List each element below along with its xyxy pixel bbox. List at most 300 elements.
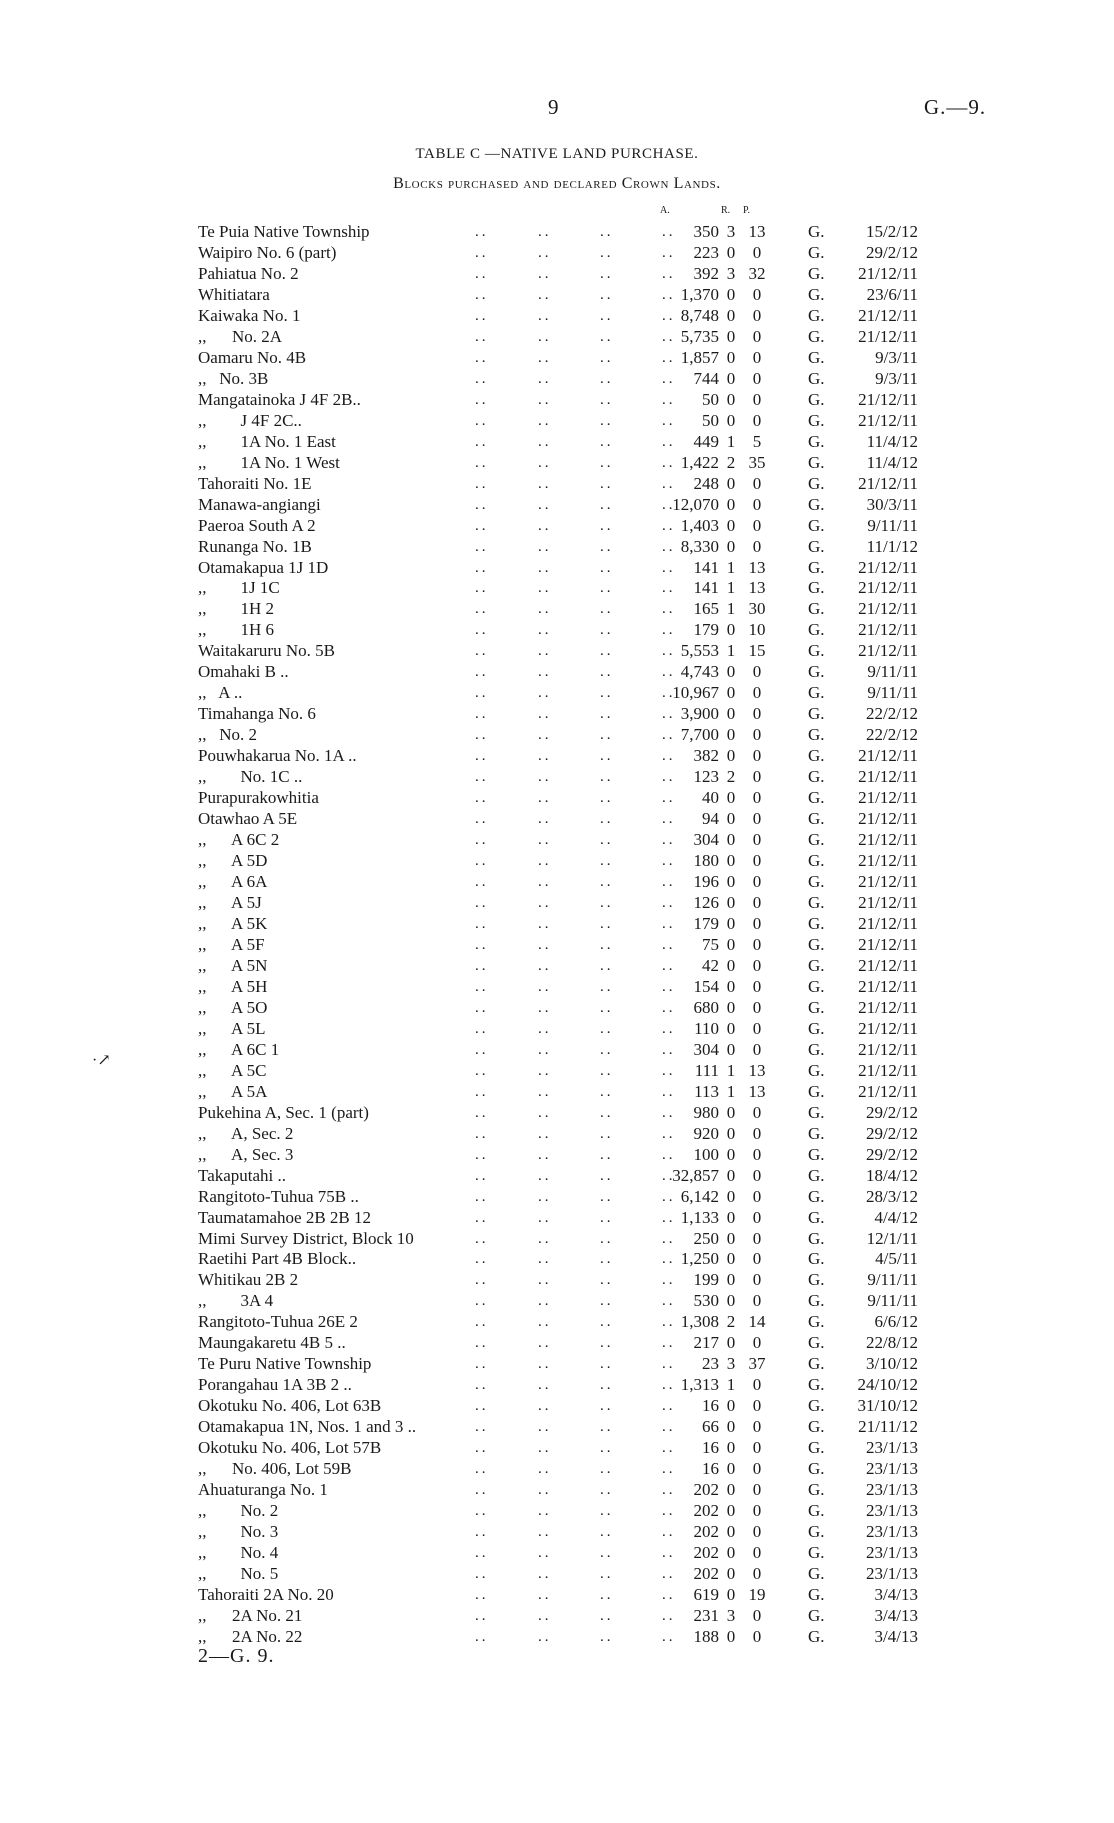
table-row: .. .. .. .. Otawhao A 5E 94 0 0 G. 21/12/11 bbox=[198, 809, 918, 829]
gazette-date: 23/1/13 bbox=[866, 1459, 918, 1479]
perches-value: 0 bbox=[752, 494, 762, 514]
land-block-name: Taumatamahoe 2B 2B 12 bbox=[198, 1208, 377, 1229]
land-block-name: Otamakapua 1N, Nos. 1 and 3 .. bbox=[198, 1417, 422, 1438]
gazette-date: 3/4/13 bbox=[874, 1626, 918, 1646]
perches-value: 35 bbox=[748, 452, 766, 472]
acres-value: 920 bbox=[693, 1123, 719, 1143]
gazette-prefix: G. bbox=[808, 662, 825, 682]
acres-value: 1,403 bbox=[680, 515, 719, 535]
table-row: .. .. .. .. Whitikau 2B 2 199 0 0 G. 9/11/11 bbox=[198, 1270, 918, 1290]
gazette-date: 23/6/11 bbox=[866, 284, 918, 304]
acres-value: 94 bbox=[702, 809, 719, 829]
table-row: .. .. .. .. ,, 1H 6 179 0 10 G. 21/12/11 bbox=[198, 620, 918, 640]
land-block-name: ,, No. 1C .. bbox=[198, 767, 308, 788]
gazette-date: 22/8/12 bbox=[866, 1333, 918, 1353]
land-block-name: ,, 1A No. 1 West bbox=[198, 453, 346, 474]
table-row: .. .. .. .. Pouwhakarua No. 1A .. 382 0 0 G. 21/12/11 bbox=[198, 746, 918, 766]
acres-value: 180 bbox=[693, 851, 719, 871]
roods-value: 0 bbox=[726, 662, 736, 682]
land-purchase-table bbox=[0, 222, 1114, 1648]
table-row: .. .. .. .. Otamakapua 1N, Nos. 1 and 3 .. 66 0 0 G. 21/11/12 bbox=[198, 1417, 918, 1437]
land-block-name: Omahaki B .. bbox=[198, 662, 295, 683]
acres-value: 50 bbox=[702, 410, 719, 430]
land-block-name: ,, A 5A bbox=[198, 1082, 273, 1103]
table-row: .. .. .. .. Rangitoto-Tuhua 75B .. 6,142 0 0 G. 28/3/12 bbox=[198, 1186, 918, 1206]
table-row: .. .. .. .. ,, A 5N 42 0 0 G. 21/12/11 bbox=[198, 955, 918, 975]
land-block-name: Timahanga No. 6 bbox=[198, 704, 322, 725]
table-row: .. .. .. .. Paeroa South A 2 1,403 0 0 G. 9/11/11 bbox=[198, 515, 918, 535]
roods-value: 3 bbox=[726, 263, 736, 283]
perches-value: 13 bbox=[748, 578, 766, 598]
gazette-date: 30/3/11 bbox=[866, 494, 918, 514]
land-block-name: ,, A 5L bbox=[198, 1019, 272, 1040]
gazette-prefix: G. bbox=[808, 1081, 825, 1101]
gazette-date: 21/12/11 bbox=[858, 872, 918, 892]
table-row: .. .. .. .. ,, 2A No. 22 188 0 0 G. 3/4/13 bbox=[198, 1626, 918, 1646]
table-row: .. .. .. .. Ahuaturanga No. 1 202 0 0 G. 23/1/13 bbox=[198, 1480, 918, 1500]
acres-value: 619 bbox=[693, 1584, 719, 1604]
land-block-name: ,, A 5H bbox=[198, 977, 273, 998]
gazette-date: 21/12/11 bbox=[858, 746, 918, 766]
table-row: .. .. .. .. ,, No. 5 202 0 0 G. 23/1/13 bbox=[198, 1564, 918, 1583]
perches-value: 0 bbox=[752, 809, 762, 829]
table-row: .. .. .. .. ,, A 5H 154 0 0 G. 21/12/11 bbox=[198, 976, 918, 996]
roods-unit-header: R. bbox=[721, 205, 731, 216]
table-row: .. .. .. .. ,, No. 3 202 0 0 G. 23/1/13 bbox=[198, 1522, 918, 1542]
acres-value: 179 bbox=[693, 913, 719, 933]
roods-value: 1 bbox=[726, 578, 736, 598]
gazette-prefix: G. bbox=[808, 1060, 825, 1080]
roods-value: 1 bbox=[726, 599, 736, 619]
table-row: .. .. .. .. ,, 1H 2 165 1 30 G. 21/12/11 bbox=[198, 599, 918, 619]
acres-value: 4,743 bbox=[680, 662, 719, 682]
table-row: .. .. .. .. Timahanga No. 6 3,900 0 0 G. 22/2/12 bbox=[198, 704, 918, 724]
acres-value: 16 bbox=[702, 1459, 719, 1479]
table-row: .. .. .. .. ,, No. 2 202 0 0 G. 23/1/13 bbox=[198, 1501, 918, 1521]
table-row: .. .. .. .. ,, 1A No. 1 West 1,422 2 35 G. 11/4/12 bbox=[198, 452, 918, 472]
perches-value: 0 bbox=[752, 1018, 762, 1038]
gazette-date: 21/12/11 bbox=[858, 955, 918, 975]
roods-value: 0 bbox=[726, 1501, 736, 1521]
acres-value: 3,900 bbox=[680, 704, 719, 724]
gazette-date: 23/1/13 bbox=[866, 1564, 918, 1583]
roods-value: 0 bbox=[726, 1186, 736, 1206]
land-block-name: ,, A 5D bbox=[198, 851, 273, 872]
roods-value: 0 bbox=[726, 1207, 736, 1227]
gazette-date: 23/1/13 bbox=[866, 1522, 918, 1542]
land-block-name: Otawhao A 5E bbox=[198, 809, 303, 830]
roods-value: 0 bbox=[726, 704, 736, 724]
roods-value: 0 bbox=[726, 851, 736, 871]
roods-value: 1 bbox=[726, 1375, 736, 1395]
gazette-prefix: G. bbox=[808, 767, 825, 787]
gazette-date: 22/2/12 bbox=[866, 725, 918, 745]
land-block-name: Purapurakowhitia bbox=[198, 788, 325, 809]
gazette-prefix: G. bbox=[808, 473, 825, 493]
perches-value: 0 bbox=[752, 1543, 762, 1563]
perches-value: 0 bbox=[752, 1207, 762, 1227]
gazette-prefix: G. bbox=[808, 1291, 825, 1311]
gazette-date: 22/2/12 bbox=[866, 704, 918, 724]
roods-value: 0 bbox=[726, 1626, 736, 1646]
gazette-date: 29/2/12 bbox=[866, 1123, 918, 1143]
gazette-prefix: G. bbox=[808, 872, 825, 892]
table-row: .. .. .. .. Maungakaretu 4B 5 .. 217 0 0 G. 22/8/12 bbox=[198, 1333, 918, 1353]
table-row: .. .. .. .. Pukehina A, Sec. 1 (part) 980 0 0 G. 29/2/12 bbox=[198, 1102, 918, 1122]
acres-value: 980 bbox=[693, 1102, 719, 1122]
roods-value: 3 bbox=[726, 222, 736, 241]
perches-value: 0 bbox=[752, 1228, 762, 1248]
acres-value: 231 bbox=[693, 1605, 719, 1625]
table-row: .. .. .. .. Kaiwaka No. 1 8,748 0 0 G. 21/12/11 bbox=[198, 305, 918, 325]
gazette-prefix: G. bbox=[808, 515, 825, 535]
perches-value: 0 bbox=[752, 788, 762, 808]
perches-value: 0 bbox=[752, 389, 762, 409]
perches-value: 0 bbox=[752, 955, 762, 975]
acres-value: 75 bbox=[702, 934, 719, 954]
roods-value: 0 bbox=[726, 1165, 736, 1185]
perches-value: 14 bbox=[748, 1312, 766, 1332]
table-row: .. .. .. .. ,, A 5J 126 0 0 G. 21/12/11 bbox=[198, 893, 918, 912]
acres-value: 1,308 bbox=[680, 1312, 719, 1332]
gazette-prefix: G. bbox=[808, 1312, 825, 1332]
roods-value: 0 bbox=[726, 1584, 736, 1604]
perches-value: 19 bbox=[748, 1584, 766, 1604]
gazette-prefix: G. bbox=[808, 557, 825, 577]
perches-value: 0 bbox=[752, 284, 762, 304]
acres-value: 5,735 bbox=[680, 326, 719, 346]
footer-signature: 2—G. 9. bbox=[198, 1645, 275, 1667]
table-row: .. .. .. .. Omahaki B .. 4,743 0 0 G. 9/11/11 bbox=[198, 662, 918, 682]
gazette-date: 21/12/11 bbox=[858, 913, 918, 933]
gazette-date: 21/12/11 bbox=[858, 326, 918, 346]
roods-value: 1 bbox=[726, 557, 736, 577]
acres-value: 165 bbox=[693, 599, 719, 619]
page-number: 9 bbox=[548, 95, 559, 119]
gazette-date: 21/11/12 bbox=[858, 1417, 918, 1437]
gazette-prefix: G. bbox=[808, 494, 825, 514]
acres-value: 16 bbox=[702, 1396, 719, 1416]
gazette-date: 21/12/11 bbox=[858, 788, 918, 808]
land-block-name: Whitiatara bbox=[198, 285, 276, 306]
roods-value: 0 bbox=[726, 1543, 736, 1563]
table-row: .. .. .. .. ,, A .. 10,967 0 0 G. 9/11/11 bbox=[198, 683, 918, 703]
roods-value: 3 bbox=[726, 1354, 736, 1374]
acres-value: 1,133 bbox=[680, 1207, 719, 1227]
perches-value: 0 bbox=[752, 934, 762, 954]
perches-value: 10 bbox=[748, 620, 766, 640]
land-block-name: ,, 1A No. 1 East bbox=[198, 432, 342, 453]
land-block-name: ,, 1H 6 bbox=[198, 620, 280, 641]
gazette-prefix: G. bbox=[808, 683, 825, 703]
acres-value: 126 bbox=[693, 893, 719, 912]
table-row: .. .. .. .. ,, A, Sec. 2 920 0 0 G. 29/2/12 bbox=[198, 1123, 918, 1143]
acres-value: 40 bbox=[702, 788, 719, 808]
gazette-prefix: G. bbox=[808, 641, 825, 661]
gazette-date: 21/12/11 bbox=[858, 1081, 918, 1101]
gazette-prefix: G. bbox=[808, 997, 825, 1017]
table-row: .. .. .. .. ,, A 5K 179 0 0 G. 21/12/11 bbox=[198, 913, 918, 933]
perches-value: 0 bbox=[752, 326, 762, 346]
gazette-prefix: G. bbox=[808, 410, 825, 430]
table-row: .. .. .. .. ,, A 6A 196 0 0 G. 21/12/11 bbox=[198, 872, 918, 892]
gazette-date: 21/12/11 bbox=[858, 263, 918, 283]
roods-value: 0 bbox=[726, 997, 736, 1017]
gazette-date: 12/1/11 bbox=[866, 1228, 918, 1248]
gazette-prefix: G. bbox=[808, 1249, 825, 1269]
perches-value: 0 bbox=[752, 1270, 762, 1290]
roods-value: 0 bbox=[726, 830, 736, 850]
acres-value: 154 bbox=[693, 976, 719, 996]
perches-value: 0 bbox=[752, 997, 762, 1017]
land-block-name: ,, A 5C bbox=[198, 1061, 273, 1082]
land-block-name: Rangitoto-Tuhua 26E 2 bbox=[198, 1312, 364, 1333]
gazette-date: 21/12/11 bbox=[858, 851, 918, 871]
perches-value: 0 bbox=[752, 1186, 762, 1206]
acres-value: 123 bbox=[693, 767, 719, 787]
roods-value: 2 bbox=[726, 452, 736, 472]
acres-value: 202 bbox=[693, 1501, 719, 1521]
acres-value: 50 bbox=[702, 389, 719, 409]
acres-value: 1,250 bbox=[680, 1249, 719, 1269]
perches-value: 0 bbox=[752, 410, 762, 430]
perches-value: 0 bbox=[752, 1522, 762, 1542]
acres-value: 248 bbox=[693, 473, 719, 493]
land-block-name: Paeroa South A 2 bbox=[198, 516, 322, 537]
roods-value: 0 bbox=[726, 347, 736, 367]
land-block-name: ,, A 5F bbox=[198, 935, 271, 956]
acres-value: 304 bbox=[693, 1039, 719, 1059]
gazette-prefix: G. bbox=[808, 1501, 825, 1521]
perches-value: 0 bbox=[752, 913, 762, 933]
perches-value: 0 bbox=[752, 746, 762, 766]
gazette-date: 4/4/12 bbox=[874, 1207, 918, 1227]
table-row: .. .. .. .. ,, No. 1C .. 123 2 0 G. 21/12/11 bbox=[198, 767, 918, 787]
acres-value: 179 bbox=[693, 620, 719, 640]
gazette-prefix: G. bbox=[808, 1375, 825, 1395]
acres-value: 196 bbox=[693, 872, 719, 892]
gazette-date: 21/12/11 bbox=[858, 599, 918, 619]
table-row: .. .. .. .. Otamakapua 1J 1D 141 1 13 G. 21/12/11 bbox=[198, 557, 918, 577]
land-block-name: Te Puia Native Township bbox=[198, 222, 376, 243]
perches-value: 0 bbox=[752, 725, 762, 745]
gazette-prefix: G. bbox=[808, 1605, 825, 1625]
table-row: .. .. .. .. Porangahau 1A 3B 2 .. 1,313 1 0 G. 24/10/12 bbox=[198, 1375, 918, 1395]
gazette-date: 31/10/12 bbox=[857, 1396, 918, 1416]
acres-value: 16 bbox=[702, 1438, 719, 1458]
gazette-prefix: G. bbox=[808, 1396, 825, 1416]
perches-value: 0 bbox=[752, 1039, 762, 1059]
perches-value: 0 bbox=[752, 767, 762, 787]
land-block-name: ,, No. 5 bbox=[198, 1564, 284, 1585]
acres-value: 449 bbox=[693, 431, 719, 451]
land-block-name: Rangitoto-Tuhua 75B .. bbox=[198, 1187, 365, 1208]
perches-value: 0 bbox=[752, 851, 762, 871]
roods-value: 0 bbox=[726, 872, 736, 892]
roods-value: 0 bbox=[726, 536, 736, 556]
land-block-name: ,, A 6A bbox=[198, 872, 273, 893]
land-block-name: Maungakaretu 4B 5 .. bbox=[198, 1333, 352, 1354]
roods-value: 0 bbox=[726, 305, 736, 325]
roods-value: 0 bbox=[726, 1438, 736, 1458]
roods-value: 0 bbox=[726, 1249, 736, 1269]
land-block-name: Oamaru No. 4B bbox=[198, 348, 312, 369]
table-row: .. .. .. .. ,, No. 3B 744 0 0 G. 9/3/11 bbox=[198, 368, 918, 388]
roods-value: 0 bbox=[726, 389, 736, 409]
perches-value: 0 bbox=[752, 1459, 762, 1479]
acres-value: 66 bbox=[702, 1417, 719, 1437]
perches-unit-header: P. bbox=[743, 205, 750, 216]
perches-value: 13 bbox=[748, 222, 766, 241]
gazette-prefix: G. bbox=[808, 1480, 825, 1500]
acres-value: 8,748 bbox=[680, 305, 719, 325]
gazette-prefix: G. bbox=[808, 1039, 825, 1059]
land-block-name: ,, No. 3 bbox=[198, 1522, 284, 1543]
perches-value: 0 bbox=[752, 704, 762, 724]
roods-value: 0 bbox=[726, 1039, 736, 1059]
perches-value: 0 bbox=[752, 1165, 762, 1185]
table-row: .. .. .. .. ,, A, Sec. 3 100 0 0 G. 29/2/12 bbox=[198, 1144, 918, 1164]
gazette-prefix: G. bbox=[808, 347, 825, 367]
acres-value: 392 bbox=[693, 263, 719, 283]
gazette-prefix: G. bbox=[808, 1522, 825, 1542]
gazette-prefix: G. bbox=[808, 431, 825, 451]
land-block-name: Waipiro No. 6 (part) bbox=[198, 243, 342, 264]
perches-value: 0 bbox=[752, 1501, 762, 1521]
acres-value: 530 bbox=[693, 1291, 719, 1311]
gazette-date: 3/4/13 bbox=[874, 1605, 918, 1625]
acres-value: 12,070 bbox=[672, 494, 719, 514]
roods-value: 3 bbox=[726, 1605, 736, 1625]
table-row: .. .. .. .. Mangatainoka J 4F 2B.. 50 0 0 G. 21/12/11 bbox=[198, 389, 918, 409]
roods-value: 0 bbox=[726, 242, 736, 262]
acres-value: 1,370 bbox=[680, 284, 719, 304]
acres-value: 100 bbox=[693, 1144, 719, 1164]
gazette-prefix: G. bbox=[808, 1333, 825, 1353]
roods-value: 0 bbox=[726, 976, 736, 996]
gazette-prefix: G. bbox=[808, 1459, 825, 1479]
land-block-name: Manawa-angiangi bbox=[198, 495, 327, 516]
gazette-date: 23/1/13 bbox=[866, 1543, 918, 1563]
gazette-date: 9/3/11 bbox=[875, 368, 918, 388]
table-row: .. .. .. .. ,, A 5O 680 0 0 G. 21/12/11 bbox=[198, 997, 918, 1017]
perches-value: 0 bbox=[752, 242, 762, 262]
gazette-date: 21/12/11 bbox=[858, 976, 918, 996]
roods-value: 0 bbox=[726, 410, 736, 430]
gazette-prefix: G. bbox=[808, 578, 825, 598]
gazette-date: 21/12/11 bbox=[858, 557, 918, 577]
gazette-date: 11/4/12 bbox=[866, 452, 918, 472]
gazette-prefix: G. bbox=[808, 913, 825, 933]
land-block-name: Pahiatua No. 2 bbox=[198, 264, 305, 285]
table-row: .. .. .. .. Whitiatara 1,370 0 0 G. 23/6/11 bbox=[198, 284, 918, 304]
land-block-name: Otamakapua 1J 1D bbox=[198, 558, 334, 579]
land-block-name: ,, No. 2 bbox=[198, 1501, 284, 1522]
perches-value: 0 bbox=[752, 1480, 762, 1500]
gazette-prefix: G. bbox=[808, 1228, 825, 1248]
table-row: .. .. .. .. ,, 1J 1C 141 1 13 G. 21/12/11 bbox=[198, 578, 918, 598]
gazette-prefix: G. bbox=[808, 536, 825, 556]
roods-value: 0 bbox=[726, 1459, 736, 1479]
land-block-name: ,, 2A No. 22 bbox=[198, 1627, 308, 1648]
table-row: .. .. .. .. Pahiatua No. 2 392 3 32 G. 21/12/11 bbox=[198, 263, 918, 283]
gazette-date: 23/1/13 bbox=[866, 1480, 918, 1500]
table-row: .. .. .. .. Okotuku No. 406, Lot 63B 16 0 0 G. 31/10/12 bbox=[198, 1396, 918, 1416]
acres-value: 1,857 bbox=[680, 347, 719, 367]
roods-value: 0 bbox=[726, 1480, 736, 1500]
gazette-date: 3/4/13 bbox=[874, 1584, 918, 1604]
land-block-name: ,, A 6C 2 bbox=[198, 830, 285, 851]
roods-value: 0 bbox=[726, 1564, 736, 1583]
gazette-date: 21/12/11 bbox=[858, 809, 918, 829]
gazette-prefix: G. bbox=[808, 222, 825, 241]
perches-value: 37 bbox=[748, 1354, 766, 1374]
roods-value: 0 bbox=[726, 1522, 736, 1542]
gazette-date: 9/11/11 bbox=[867, 515, 918, 535]
acres-value: 223 bbox=[693, 242, 719, 262]
roods-value: 0 bbox=[726, 934, 736, 954]
perches-value: 0 bbox=[752, 473, 762, 493]
land-block-name: ,, A 5J bbox=[198, 893, 268, 914]
acres-value: 680 bbox=[693, 997, 719, 1017]
roods-value: 0 bbox=[726, 1417, 736, 1437]
gazette-date: 24/10/12 bbox=[857, 1375, 918, 1395]
land-block-name: ,, A, Sec. 2 bbox=[198, 1124, 299, 1145]
land-block-name: ,, 1J 1C bbox=[198, 578, 286, 599]
acres-value: 188 bbox=[693, 1626, 719, 1646]
roods-value: 0 bbox=[726, 913, 736, 933]
gazette-date: 21/12/11 bbox=[858, 893, 918, 912]
gazette-prefix: G. bbox=[808, 599, 825, 619]
land-block-name: ,, A 5O bbox=[198, 998, 273, 1019]
table-row: .. .. .. .. ,, A 5L 110 0 0 G. 21/12/11 bbox=[198, 1018, 918, 1038]
roods-value: 2 bbox=[726, 1312, 736, 1332]
gazette-date: 21/12/11 bbox=[858, 767, 918, 787]
land-block-name: ,, J 4F 2C.. bbox=[198, 411, 308, 432]
gazette-date: 28/3/12 bbox=[866, 1186, 918, 1206]
perches-value: 30 bbox=[748, 599, 766, 619]
acres-value: 202 bbox=[693, 1480, 719, 1500]
gazette-date: 21/12/11 bbox=[858, 473, 918, 493]
acres-value: 202 bbox=[693, 1564, 719, 1583]
gazette-prefix: G. bbox=[808, 1438, 825, 1458]
perches-value: 0 bbox=[752, 347, 762, 367]
land-block-name: Raetihi Part 4B Block.. bbox=[198, 1249, 362, 1270]
perches-value: 0 bbox=[752, 1333, 762, 1353]
table-row: .. .. .. .. ,, A 5A 113 1 13 G. 21/12/11 bbox=[198, 1081, 918, 1101]
roods-value: 0 bbox=[726, 1333, 736, 1353]
perches-value: 0 bbox=[752, 830, 762, 850]
acres-value: 23 bbox=[702, 1354, 719, 1374]
perches-value: 0 bbox=[752, 1123, 762, 1143]
gazette-prefix: G. bbox=[808, 746, 825, 766]
table-row: .. .. .. .. Te Puru Native Township 23 3 37 G. 3/10/12 bbox=[198, 1354, 918, 1374]
gazette-date: 21/12/11 bbox=[858, 620, 918, 640]
land-block-name: ,, No. 406, Lot 59B bbox=[198, 1459, 357, 1480]
gazette-prefix: G. bbox=[808, 788, 825, 808]
perches-value: 0 bbox=[752, 1375, 762, 1395]
gazette-date: 6/6/12 bbox=[874, 1312, 918, 1332]
roods-value: 1 bbox=[726, 1081, 736, 1101]
gazette-prefix: G. bbox=[808, 1626, 825, 1646]
acres-value: 141 bbox=[693, 557, 719, 577]
table-row: .. .. .. .. Te Puia Native Township 350 3 13 G. 15/2/12 bbox=[198, 222, 918, 241]
gazette-prefix: G. bbox=[808, 1165, 825, 1185]
roods-value: 0 bbox=[726, 284, 736, 304]
table-row: .. .. .. .. ,, No. 2 7,700 0 0 G. 22/2/12 bbox=[198, 725, 918, 745]
table-row: .. .. .. .. Manawa-angiangi 12,070 0 0 G. 30/3/11 bbox=[198, 494, 918, 514]
land-block-name: ,, A .. bbox=[198, 683, 248, 704]
